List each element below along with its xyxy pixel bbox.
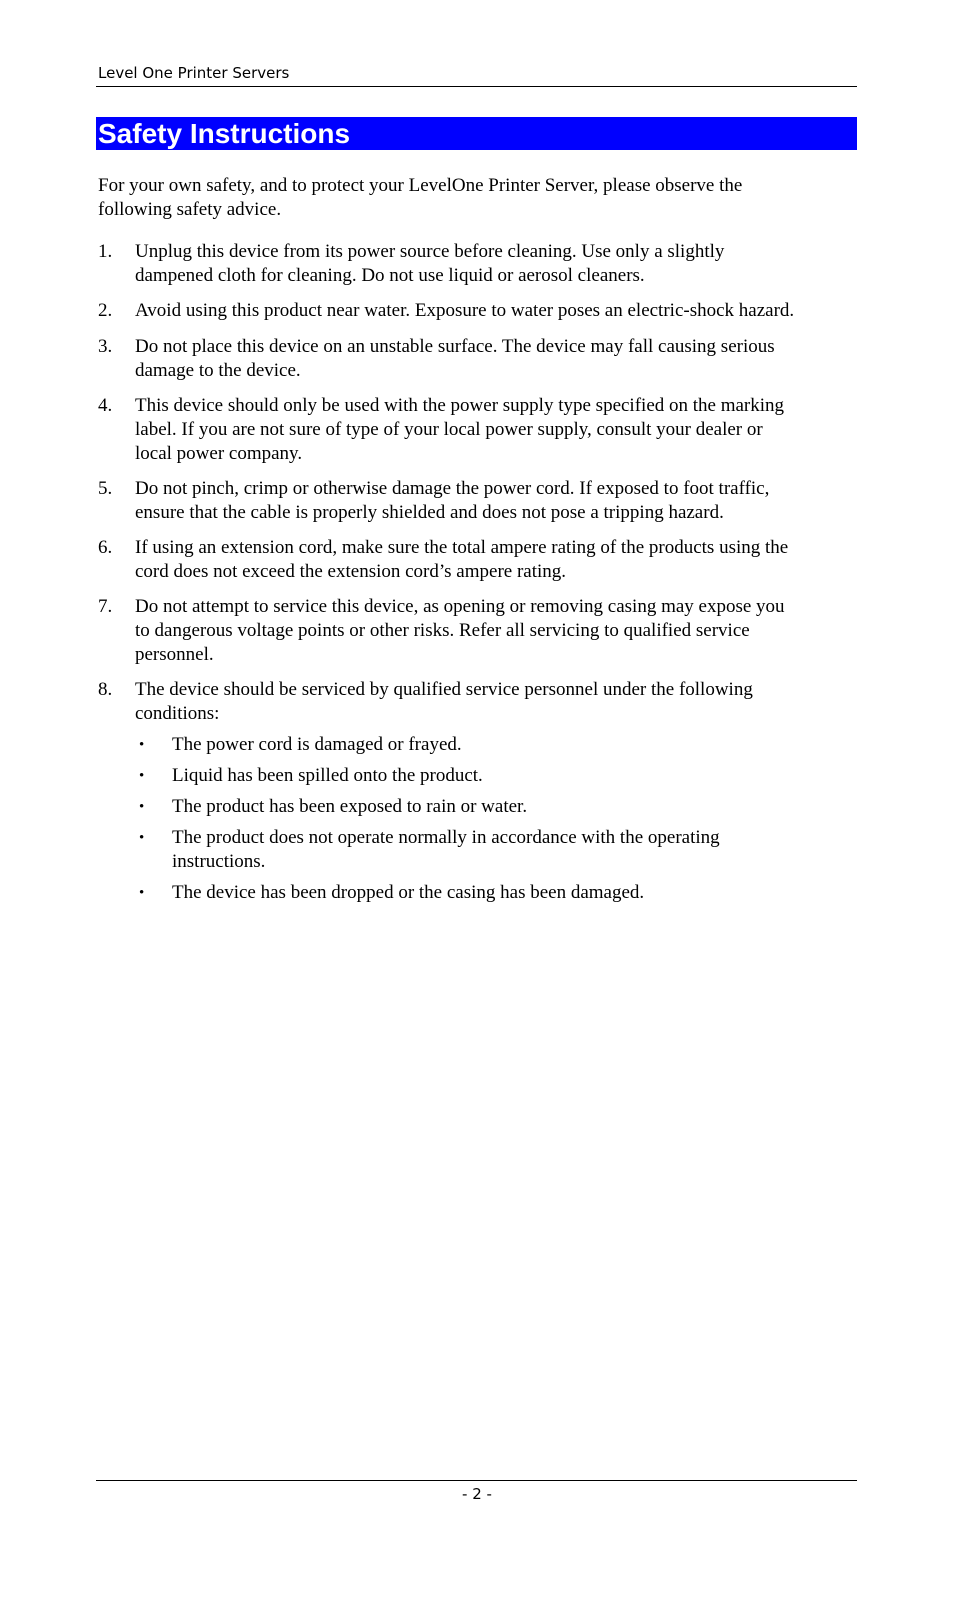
- list-item-number: 3.: [98, 336, 113, 357]
- text-line: Avoid using this product near water. Exposure to water poses an electric-shock hazard.: [135, 300, 795, 321]
- text-line: dampened cloth for cleaning. Do not use liquid or aerosol cleaners.: [135, 265, 645, 286]
- list-item-text: [135, 678, 858, 726]
- section-title: Safety Instructions: [98, 118, 351, 149]
- list-item-text: [135, 335, 858, 383]
- list-item-number: 6.: [98, 537, 113, 558]
- text-line: conditions:: [135, 703, 220, 724]
- text-line: Liquid has been spilled onto the product.: [172, 765, 483, 786]
- text-line: label. If you are not sure of type of your local power supply, consult your dealer or: [135, 419, 763, 440]
- list-item-number: 5.: [98, 478, 113, 499]
- text-line: The product has been exposed to rain or water.: [172, 796, 528, 817]
- text-line: If using an extension cord, make sure the total ampere rating of the products using the: [135, 537, 789, 558]
- condition-text: [172, 881, 812, 905]
- list-item-text: [135, 477, 858, 525]
- page-number: - 2 -: [462, 1485, 492, 1503]
- text-line: cord does not exceed the extension cord’s ampere rating.: [135, 561, 567, 582]
- running-header-title: Level One Printer Servers: [98, 64, 290, 82]
- header-divider: [96, 86, 857, 87]
- text-line: Do not attempt to service this device, as opening or removing casing may expose you: [135, 596, 785, 617]
- text-line: damage to the device.: [135, 360, 301, 381]
- intro-line: For your own safety, and to protect your LevelOne Printer Server, please observe the: [98, 175, 743, 196]
- list-item-number: 4.: [98, 395, 113, 416]
- text-line: instructions.: [172, 851, 266, 872]
- section-title-bar: [96, 117, 857, 150]
- text-line: The power cord is damaged or frayed.: [172, 734, 462, 755]
- intro-line: following safety advice.: [98, 199, 282, 220]
- text-line: The device should be serviced by qualified service personnel under the following: [135, 679, 753, 700]
- text-line: This device should only be used with the power supply type specified on the marking: [135, 395, 785, 416]
- bullet-icon: •: [139, 799, 145, 815]
- list-item-number: 7.: [98, 596, 113, 617]
- text-line: ensure that the cable is properly shielded and does not pose a tripping hazard.: [135, 502, 724, 523]
- text-line: Unplug this device from its power source before cleaning. Use only a slightly: [135, 241, 725, 262]
- text-line: personnel.: [135, 644, 214, 665]
- list-item-text: [135, 299, 858, 323]
- bullet-icon: •: [139, 885, 145, 901]
- text-line: local power company.: [135, 443, 303, 464]
- condition-text: [172, 764, 812, 788]
- intro-paragraph: [98, 174, 838, 222]
- list-item-text: [135, 595, 858, 667]
- bullet-icon: •: [139, 830, 145, 846]
- bullet-icon: •: [139, 768, 145, 784]
- condition-text: [172, 826, 812, 874]
- list-item-number: 2.: [98, 300, 113, 321]
- text-line: The product does not operate normally in accordance with the operating: [172, 827, 720, 848]
- text-line: to dangerous voltage points or other risks. Refer all servicing to qualified service: [135, 620, 750, 641]
- footer-divider: [96, 1480, 857, 1481]
- text-line: Do not place this device on an unstable surface. The device may fall causing serious: [135, 336, 775, 357]
- list-item-number: 1.: [98, 241, 113, 262]
- condition-text: [172, 733, 812, 757]
- list-item-text: [135, 394, 858, 466]
- list-item-number: 8.: [98, 679, 113, 700]
- bullet-icon: •: [139, 737, 145, 753]
- text-line: The device has been dropped or the casing has been damaged.: [172, 882, 645, 903]
- text-line: Do not pinch, crimp or otherwise damage the power cord. If exposed to foot traffic,: [135, 478, 770, 499]
- condition-text: [172, 795, 812, 819]
- list-item-text: [135, 536, 858, 584]
- list-item-text: [135, 240, 858, 288]
